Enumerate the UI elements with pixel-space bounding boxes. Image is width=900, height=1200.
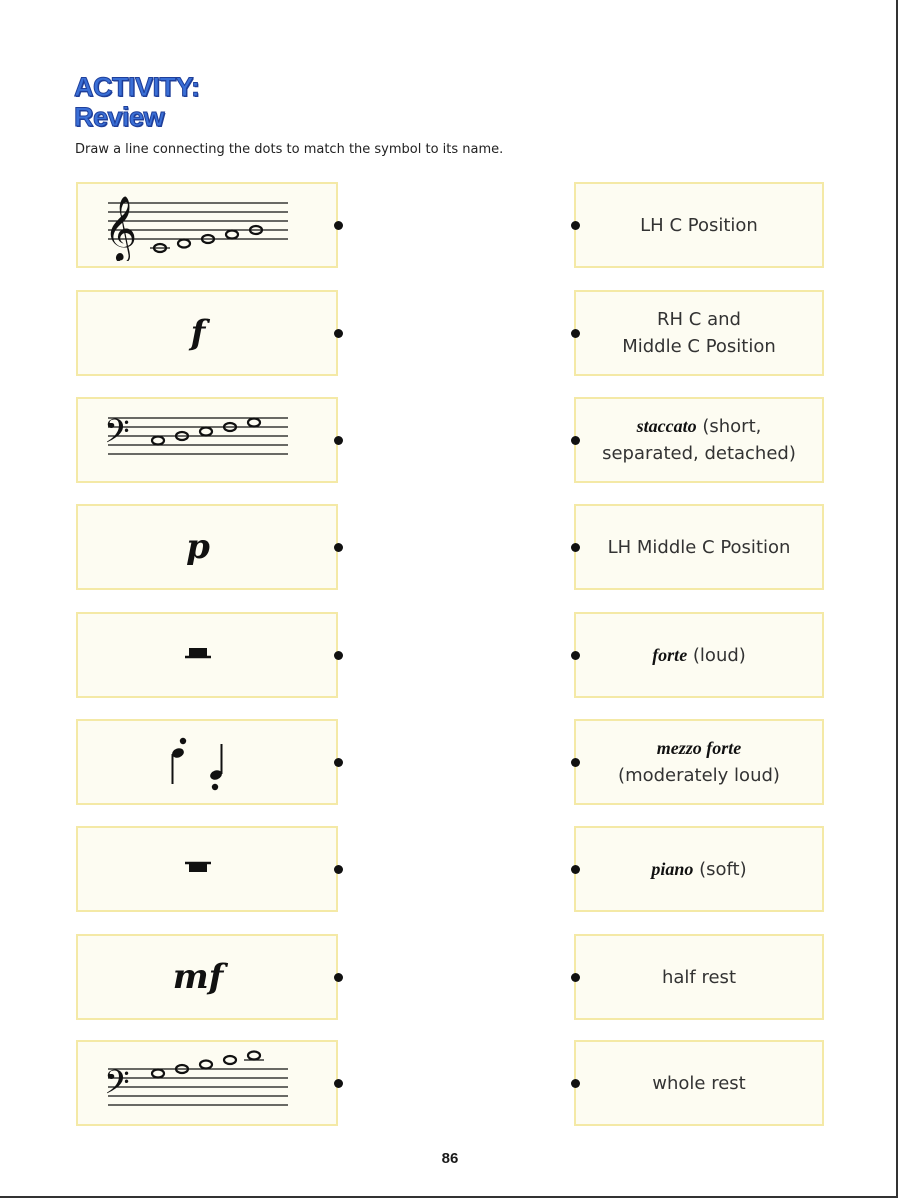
symbol-card xyxy=(76,290,338,376)
whole-rest-icon xyxy=(178,854,218,884)
right-connect-dot[interactable] xyxy=(571,758,580,767)
name-text: (loud) xyxy=(687,644,746,666)
name-text: (moderately loud) xyxy=(618,765,780,786)
symbol-card xyxy=(76,1040,338,1126)
title-line-1: ACTIVITY: xyxy=(74,72,200,102)
dynamic-marking: p xyxy=(186,527,210,567)
name-label xyxy=(652,1070,745,1097)
symbol-card xyxy=(76,182,338,268)
symbol-card xyxy=(76,826,338,912)
svg-text:𝄢: 𝄢 xyxy=(104,1064,130,1110)
staccato-notes-icon xyxy=(163,732,233,792)
name-card xyxy=(574,1040,824,1126)
name-label xyxy=(602,413,796,467)
name-card xyxy=(574,397,824,483)
left-connect-dot[interactable] xyxy=(334,1079,343,1088)
bass-clef-c-position-icon xyxy=(98,404,298,476)
right-connect-dot[interactable] xyxy=(571,973,580,982)
right-connect-dot[interactable] xyxy=(571,1079,580,1088)
name-text: whole rest xyxy=(652,1072,746,1094)
bass-clef-middle-c-position-icon xyxy=(98,1047,298,1119)
left-connect-dot[interactable] xyxy=(334,651,343,660)
page-number: 86 xyxy=(441,1150,459,1167)
name-text: LH Middle C Position xyxy=(607,536,791,558)
right-connect-dot[interactable] xyxy=(571,329,580,338)
treble-clef-c-position-icon xyxy=(98,189,298,261)
name-text: (short, separated, detached) xyxy=(602,416,796,464)
title-line-2: Review xyxy=(74,102,165,132)
dynamic-marking: mf xyxy=(172,957,224,997)
name-label xyxy=(608,534,791,561)
name-label xyxy=(652,642,746,669)
name-label xyxy=(618,735,780,789)
right-connect-dot[interactable] xyxy=(571,865,580,874)
name-label xyxy=(622,306,776,360)
left-connect-dot[interactable] xyxy=(334,329,343,338)
name-label xyxy=(651,856,746,883)
right-connect-dot[interactable] xyxy=(571,651,580,660)
dynamic-symbol xyxy=(191,313,206,353)
symbol-card xyxy=(76,934,338,1020)
left-connect-dot[interactable] xyxy=(334,758,343,767)
name-text: (soft) xyxy=(693,858,747,880)
name-card xyxy=(574,826,824,912)
name-label xyxy=(662,964,736,991)
symbol-card xyxy=(76,504,338,590)
name-card xyxy=(574,719,824,805)
left-connect-dot[interactable] xyxy=(334,221,343,230)
musical-term: staccato xyxy=(636,416,697,436)
name-text: half rest xyxy=(661,966,736,988)
name-card xyxy=(574,612,824,698)
musical-term: forte xyxy=(652,644,688,665)
dynamic-symbol xyxy=(186,527,210,567)
symbol-card xyxy=(76,719,338,805)
symbol-card xyxy=(76,612,338,698)
musical-term: piano xyxy=(651,858,694,879)
activity-title xyxy=(74,72,200,132)
name-text: LH C Position xyxy=(640,214,758,236)
right-connect-dot[interactable] xyxy=(571,543,580,552)
right-connect-dot[interactable] xyxy=(571,221,580,230)
musical-term: mezzo forte xyxy=(656,738,742,758)
name-card xyxy=(574,182,824,268)
left-connect-dot[interactable] xyxy=(334,436,343,445)
half-rest-icon xyxy=(178,640,218,670)
instructions: Draw a line connecting the dots to match the symbol to its name. xyxy=(75,142,504,157)
symbol-card xyxy=(76,397,338,483)
left-connect-dot[interactable] xyxy=(334,973,343,982)
name-card xyxy=(574,504,824,590)
svg-text:𝄢: 𝄢 xyxy=(104,413,130,459)
name-card xyxy=(574,290,824,376)
name-text: RH C and Middle C Position xyxy=(622,309,776,357)
name-label xyxy=(640,212,758,239)
right-connect-dot[interactable] xyxy=(571,436,580,445)
dynamic-symbol xyxy=(173,957,224,997)
name-card xyxy=(574,934,824,1020)
dynamic-marking: f xyxy=(190,313,206,353)
left-connect-dot[interactable] xyxy=(334,865,343,874)
svg-text:𝄞: 𝄞 xyxy=(104,196,138,261)
left-connect-dot[interactable] xyxy=(334,543,343,552)
